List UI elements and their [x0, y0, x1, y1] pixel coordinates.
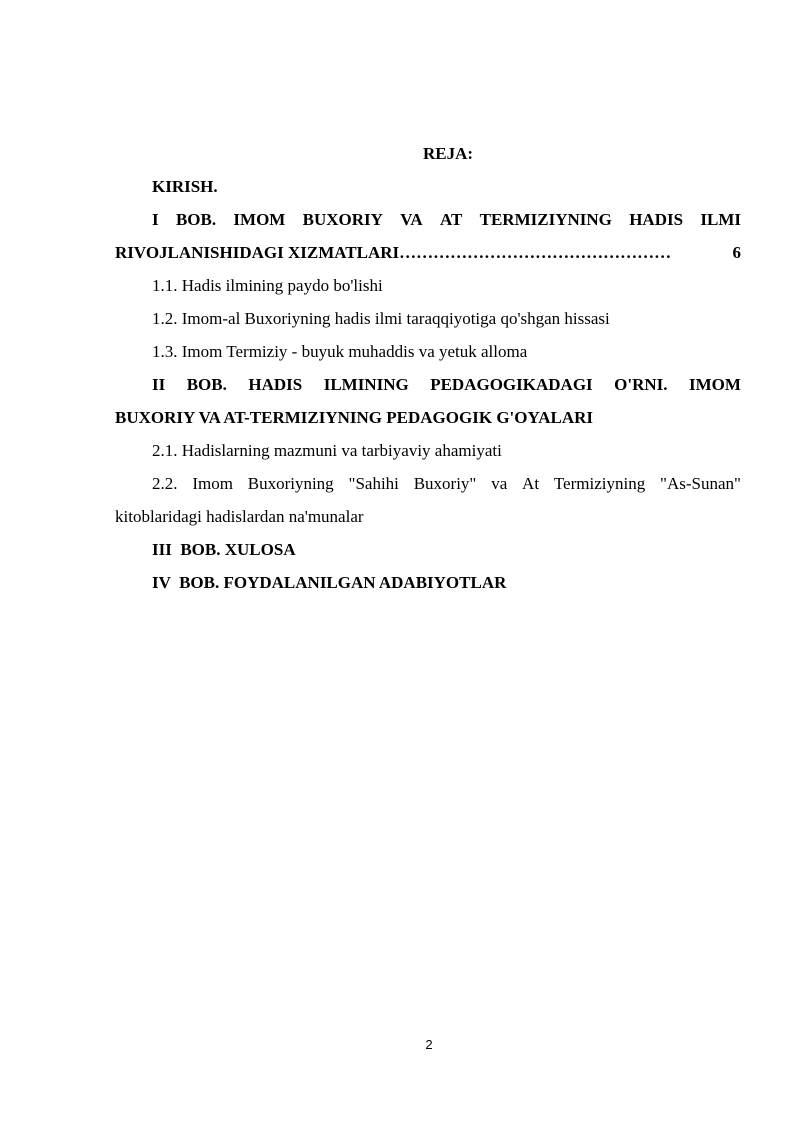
toc-leader-dots: …………………………………………	[399, 243, 672, 262]
heading-word: O'RNI.	[614, 375, 668, 394]
heading-word: At	[522, 474, 540, 493]
heading-word: IMOM	[689, 375, 741, 394]
heading-word: "Sahihi	[348, 474, 399, 493]
chapter-3-heading: III BOB. XULOSA	[152, 540, 296, 559]
heading-word: AT	[439, 210, 463, 229]
heading-word: "As-Sunan"	[660, 474, 741, 493]
heading-word: I	[152, 210, 159, 229]
chapter-2-heading-line-2: BUXORIY VA AT-TERMIZIYNING PEDAGOGIK G'OYALARI	[115, 408, 593, 427]
introduction-heading: KIRISH.	[152, 177, 218, 196]
heading-word: BUXORIY	[302, 210, 383, 229]
heading-word: HADIS	[248, 375, 303, 394]
heading-word: BOB.	[186, 375, 227, 394]
chapter-4-heading: IV BOB. FOYDALANILGAN ADABIYOTLAR	[152, 573, 507, 592]
chapter-2-heading-line-1	[152, 374, 741, 396]
heading-word: va	[491, 474, 508, 493]
chapter-1-heading-line-1	[152, 209, 741, 231]
chapter-1-title-continuation: RIVOJLANISHIDAGI XIZMATLARI	[115, 243, 400, 262]
heading-word: Imom	[192, 474, 233, 493]
heading-word: IMOM	[233, 210, 286, 229]
section-2-1: 2.1. Hadislarning mazmuni va tarbiyaviy ahamiyati	[152, 441, 502, 460]
heading-word: ILMI	[700, 210, 741, 229]
page-number: 2	[425, 1037, 433, 1052]
section-1-3: 1.3. Imom Termiziy - buyuk muhaddis va yetuk alloma	[152, 342, 528, 361]
heading-word: 2.2.	[152, 474, 178, 493]
heading-word: II	[152, 375, 166, 394]
heading-word: TERMIZIYNING	[479, 210, 612, 229]
heading-word: BOB.	[175, 210, 217, 229]
heading-word: Buxoriy"	[413, 474, 477, 493]
chapter-1-heading-line-2	[115, 242, 741, 264]
heading-word: Buxoriyning	[247, 474, 334, 493]
section-2-2-line-1	[152, 473, 741, 495]
heading-word: Termiziyning	[553, 474, 646, 493]
section-1-1: 1.1. Hadis ilmining paydo bo'lishi	[152, 276, 383, 295]
section-1-2: 1.2. Imom-al Buxoriyning hadis ilmi taraqqiyotiga qo'shgan hissasi	[152, 309, 610, 328]
heading-word: HADIS	[629, 210, 684, 229]
heading-word: VA	[400, 210, 423, 229]
section-2-2-line-2: kitoblaridagi hadislardan na'munalar	[115, 507, 364, 526]
heading-word: PEDAGOGIKADAGI	[430, 375, 593, 394]
plan-title: REJA:	[422, 144, 474, 163]
chapter-1-page-number: 6	[732, 243, 741, 262]
heading-word: ILMINING	[323, 375, 409, 394]
